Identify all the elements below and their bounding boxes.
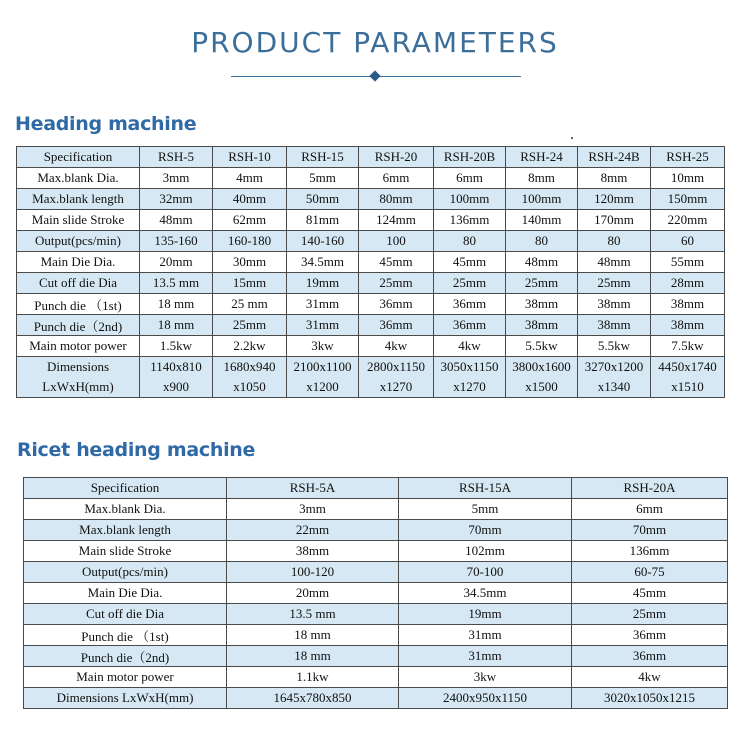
table-cell: 25mm bbox=[572, 604, 728, 625]
table-cell: 13.5 mm bbox=[140, 273, 213, 294]
table-row bbox=[24, 688, 728, 709]
row-label: Max.blank Dia. bbox=[24, 499, 227, 520]
table-cell: 6mm bbox=[572, 499, 728, 520]
row-label: Max.blank length bbox=[24, 520, 227, 541]
table-cell: 31mm bbox=[399, 646, 572, 667]
table-cell: 2400x950x1150 bbox=[399, 688, 572, 709]
table-cell: 70mm bbox=[399, 520, 572, 541]
dimension-value-line1: 3050x1150 bbox=[440, 359, 499, 374]
dimension-value-line2: x1270 bbox=[379, 379, 413, 394]
row-label: Punch die （1st) bbox=[17, 294, 140, 315]
ricet-heading-machine-table bbox=[23, 477, 728, 709]
table-cell: 6mm bbox=[359, 168, 434, 189]
table-cell: 100mm bbox=[434, 189, 506, 210]
table-row-dimensions bbox=[17, 357, 725, 398]
table-cell: 25mm bbox=[213, 315, 287, 336]
row-label: Output(pcs/min) bbox=[17, 231, 140, 252]
column-header: RSH-20B bbox=[434, 147, 506, 168]
column-header: RSH-24 bbox=[506, 147, 578, 168]
table-cell: 31mm bbox=[287, 315, 359, 336]
table-cell: 3020x1050x1215 bbox=[572, 688, 728, 709]
row-label: Main slide Stroke bbox=[17, 210, 140, 231]
table-row bbox=[24, 625, 728, 646]
column-header: RSH-24B bbox=[578, 147, 651, 168]
table-cell: 36mm bbox=[359, 294, 434, 315]
table-cell: 34.5mm bbox=[399, 583, 572, 604]
row-label: Punch die （1st) bbox=[24, 625, 227, 646]
table-row bbox=[24, 604, 728, 625]
table-cell: 5mm bbox=[399, 499, 572, 520]
dimension-value-line1: 2100x1100 bbox=[293, 359, 352, 374]
table-cell: 8mm bbox=[506, 168, 578, 189]
table-cell: 18 mm bbox=[140, 294, 213, 315]
table-cell: 100-120 bbox=[227, 562, 399, 583]
table-cell: 28mm bbox=[651, 273, 725, 294]
column-header: RSH-15 bbox=[287, 147, 359, 168]
table-cell: 1.5kw bbox=[140, 336, 213, 357]
table-row bbox=[17, 252, 725, 273]
table-cell: 38mm bbox=[651, 315, 725, 336]
table-cell bbox=[140, 357, 213, 398]
table-cell: 81mm bbox=[287, 210, 359, 231]
table-cell: 170mm bbox=[578, 210, 651, 231]
table-cell: 100mm bbox=[506, 189, 578, 210]
table-cell: 70mm bbox=[572, 520, 728, 541]
table-row bbox=[17, 273, 725, 294]
table-cell bbox=[434, 357, 506, 398]
column-header: Specification bbox=[24, 478, 227, 499]
table-cell: 38mm bbox=[506, 294, 578, 315]
dimension-value-line1: 3270x1200 bbox=[584, 359, 644, 374]
table-header-row bbox=[17, 147, 725, 168]
table-cell bbox=[578, 357, 651, 398]
table-cell bbox=[287, 357, 359, 398]
table-row bbox=[17, 294, 725, 315]
table-cell: 4mm bbox=[213, 168, 287, 189]
table-cell: 102mm bbox=[399, 541, 572, 562]
table-row bbox=[24, 667, 728, 688]
table-cell: 220mm bbox=[651, 210, 725, 231]
table-cell: 31mm bbox=[399, 625, 572, 646]
dimension-value-line1: 1680x940 bbox=[223, 359, 276, 374]
table-cell: 4kw bbox=[434, 336, 506, 357]
table-cell: 5.5kw bbox=[506, 336, 578, 357]
table-cell: 80 bbox=[578, 231, 651, 252]
table-cell: 20mm bbox=[140, 252, 213, 273]
table-cell: 4kw bbox=[572, 667, 728, 688]
table-cell bbox=[213, 357, 287, 398]
table-cell: 136mm bbox=[434, 210, 506, 231]
table-row bbox=[17, 315, 725, 336]
table-cell: 150mm bbox=[651, 189, 725, 210]
column-header: RSH-10 bbox=[213, 147, 287, 168]
table-cell: 140-160 bbox=[287, 231, 359, 252]
table-cell: 18 mm bbox=[227, 625, 399, 646]
table-cell: 1.1kw bbox=[227, 667, 399, 688]
table-cell: 6mm bbox=[434, 168, 506, 189]
table-cell: 50mm bbox=[287, 189, 359, 210]
row-label: Main slide Stroke bbox=[24, 541, 227, 562]
table-cell: 3mm bbox=[140, 168, 213, 189]
table-cell: 34.5mm bbox=[287, 252, 359, 273]
table-cell: 25mm bbox=[359, 273, 434, 294]
table-cell bbox=[359, 357, 434, 398]
dimension-value-line2: x1050 bbox=[233, 379, 266, 394]
table-cell: 1645x780x850 bbox=[227, 688, 399, 709]
row-label bbox=[17, 357, 140, 398]
table-cell bbox=[506, 357, 578, 398]
table-cell: 7.5kw bbox=[651, 336, 725, 357]
table-row bbox=[17, 210, 725, 231]
table-cell: 40mm bbox=[213, 189, 287, 210]
table-cell: 48mm bbox=[578, 252, 651, 273]
table-cell: 45mm bbox=[434, 252, 506, 273]
table-cell: 80 bbox=[506, 231, 578, 252]
column-header: Specification bbox=[17, 147, 140, 168]
column-header: RSH-5A bbox=[227, 478, 399, 499]
row-label: Cut off die Dia bbox=[24, 604, 227, 625]
table-cell: 19mm bbox=[287, 273, 359, 294]
table-cell: 22mm bbox=[227, 520, 399, 541]
table-cell: 160-180 bbox=[213, 231, 287, 252]
table-cell: 3kw bbox=[399, 667, 572, 688]
table-row bbox=[24, 646, 728, 667]
table-cell: 5.5kw bbox=[578, 336, 651, 357]
heading-machine-table bbox=[16, 146, 725, 398]
table-cell: 135-160 bbox=[140, 231, 213, 252]
table-cell: 18 mm bbox=[227, 646, 399, 667]
column-header: RSH-20 bbox=[359, 147, 434, 168]
column-header: RSH-25 bbox=[651, 147, 725, 168]
table-cell: 36mm bbox=[434, 315, 506, 336]
table-cell: 8mm bbox=[578, 168, 651, 189]
row-label: Max.blank Dia. bbox=[17, 168, 140, 189]
table-cell: 140mm bbox=[506, 210, 578, 231]
dimension-value-line1: 2800x1150 bbox=[366, 359, 426, 374]
table-row bbox=[24, 562, 728, 583]
dimension-value-line2: x1340 bbox=[597, 379, 631, 394]
row-label: Main motor power bbox=[24, 667, 227, 688]
dimension-value-line2: x900 bbox=[163, 379, 189, 394]
dimension-value-line1: 3800x1600 bbox=[512, 359, 571, 374]
table-cell: 38mm bbox=[651, 294, 725, 315]
row-label: Main motor power bbox=[17, 336, 140, 357]
column-header: RSH-20A bbox=[572, 478, 728, 499]
table-cell: 136mm bbox=[572, 541, 728, 562]
row-label: Punch die（2nd) bbox=[24, 646, 227, 667]
table-cell: 60 bbox=[651, 231, 725, 252]
table-cell: 25mm bbox=[506, 273, 578, 294]
table-cell: 36mm bbox=[434, 294, 506, 315]
table-cell: 2.2kw bbox=[213, 336, 287, 357]
table-cell: 60-75 bbox=[572, 562, 728, 583]
table-cell: 48mm bbox=[506, 252, 578, 273]
column-header: RSH-5 bbox=[140, 147, 213, 168]
row-label: Main Die Dia. bbox=[24, 583, 227, 604]
row-label: Punch die（2nd) bbox=[17, 315, 140, 336]
table-row bbox=[17, 189, 725, 210]
dimension-value-line1: 1140x810 bbox=[150, 359, 202, 374]
heading-machine-title: Heading machine bbox=[15, 113, 197, 135]
table-cell: 38mm bbox=[227, 541, 399, 562]
row-label: Dimensions LxWxH(mm) bbox=[24, 688, 227, 709]
table-cell: 19mm bbox=[399, 604, 572, 625]
table-cell: 25mm bbox=[434, 273, 506, 294]
table-cell: 30mm bbox=[213, 252, 287, 273]
table-cell: 36mm bbox=[359, 315, 434, 336]
table-cell bbox=[651, 357, 725, 398]
dimensions-label-line2: LxWxH(mm) bbox=[42, 379, 114, 394]
table-row bbox=[24, 520, 728, 541]
table-cell: 31mm bbox=[287, 294, 359, 315]
table-cell: 48mm bbox=[140, 210, 213, 231]
table-row bbox=[17, 231, 725, 252]
dimension-value-line2: x1510 bbox=[671, 379, 704, 394]
diamond-ornament-icon bbox=[369, 70, 380, 81]
table-cell: 10mm bbox=[651, 168, 725, 189]
table-row bbox=[24, 541, 728, 562]
table-cell: 25mm bbox=[578, 273, 651, 294]
table-cell: 38mm bbox=[506, 315, 578, 336]
table-cell: 4kw bbox=[359, 336, 434, 357]
table-cell: 120mm bbox=[578, 189, 651, 210]
table-cell: 45mm bbox=[359, 252, 434, 273]
row-label: Main Die Dia. bbox=[17, 252, 140, 273]
table-cell: 55mm bbox=[651, 252, 725, 273]
page-title: PRODUCT PARAMETERS bbox=[191, 26, 559, 59]
row-label: Max.blank length bbox=[17, 189, 140, 210]
table-cell: 3mm bbox=[227, 499, 399, 520]
table-cell: 15mm bbox=[213, 273, 287, 294]
table-cell: 80 bbox=[434, 231, 506, 252]
table-row bbox=[24, 499, 728, 520]
table-cell: 36mm bbox=[572, 646, 728, 667]
table-row bbox=[24, 583, 728, 604]
dimensions-label-line1: Dimensions bbox=[46, 359, 110, 374]
table-cell: 38mm bbox=[578, 294, 651, 315]
table-cell: 38mm bbox=[578, 315, 651, 336]
table-cell: 100 bbox=[359, 231, 434, 252]
table-cell: 3kw bbox=[287, 336, 359, 357]
table-cell: 25 mm bbox=[213, 294, 287, 315]
table-cell: 62mm bbox=[213, 210, 287, 231]
table-cell: 5mm bbox=[287, 168, 359, 189]
dimension-value-line2: x1500 bbox=[525, 379, 558, 394]
column-header: RSH-15A bbox=[399, 478, 572, 499]
table-cell: 13.5 mm bbox=[227, 604, 399, 625]
table-cell: 70-100 bbox=[399, 562, 572, 583]
row-label: Cut off die Dia bbox=[17, 273, 140, 294]
table-cell: 18 mm bbox=[140, 315, 213, 336]
table-row bbox=[17, 168, 725, 189]
ricet-heading-machine-title: Ricet heading machine bbox=[17, 439, 256, 461]
row-label: Output(pcs/min) bbox=[24, 562, 227, 583]
table-cell: 124mm bbox=[359, 210, 434, 231]
stray-dot bbox=[571, 137, 573, 139]
dimension-value-line1: 4450x1740 bbox=[658, 359, 717, 374]
dimension-value-line2: x1200 bbox=[306, 379, 339, 394]
dimension-value-line2: x1270 bbox=[453, 379, 486, 394]
table-cell: 45mm bbox=[572, 583, 728, 604]
table-cell: 32mm bbox=[140, 189, 213, 210]
table-header-row bbox=[24, 478, 728, 499]
table-cell: 80mm bbox=[359, 189, 434, 210]
table-cell: 20mm bbox=[227, 583, 399, 604]
table-cell: 36mm bbox=[572, 625, 728, 646]
table-row bbox=[17, 336, 725, 357]
